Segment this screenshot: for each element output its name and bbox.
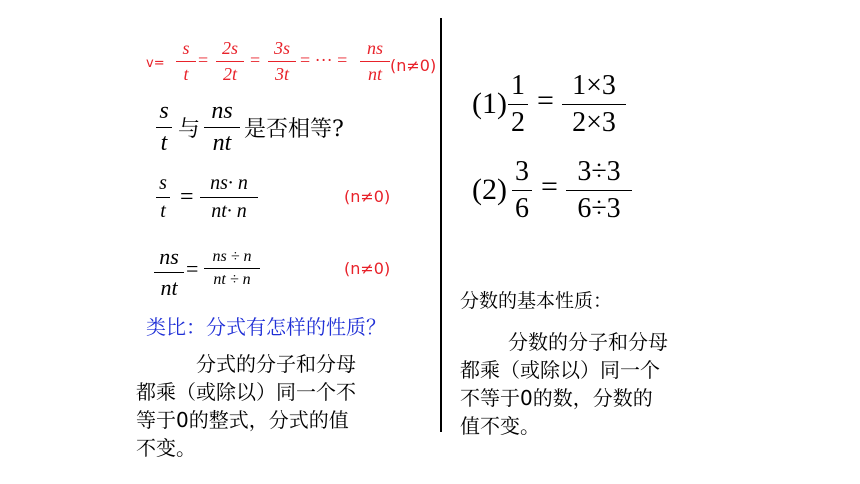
fraction-numerator: 3÷3 xyxy=(577,156,621,187)
fraction-denominator: 2×3 xyxy=(572,107,616,138)
property-line: 不等于0的数，分数的 xyxy=(460,386,653,410)
velocity-fraction-n xyxy=(360,38,390,85)
fraction-denominator: t xyxy=(183,64,189,84)
fraction-denominator: 6÷3 xyxy=(577,193,621,224)
fraction-denominator: t xyxy=(160,200,166,222)
property-line: 不变。 xyxy=(136,436,196,460)
fraction-denominator: 6 xyxy=(515,193,529,224)
multiply-condition: (n≠0) xyxy=(344,187,391,206)
fraction-numerator: 2s xyxy=(221,38,238,58)
question-connector: 与 xyxy=(178,117,201,142)
example-1-left-fraction xyxy=(508,70,528,139)
basic-property-title: 分数的基本性质： xyxy=(460,290,613,312)
question-suffix: 是否相等? xyxy=(244,117,344,142)
fraction-denominator: nt xyxy=(212,130,232,156)
fraction-numerator: 3 xyxy=(515,156,529,187)
question-fraction-ns-nt xyxy=(204,98,240,157)
property-line: 分式的分子和分母 xyxy=(196,352,356,376)
fraction-numerator: s xyxy=(159,98,169,124)
fraction-property-text xyxy=(136,350,436,462)
property-line: 等于0的整式，分式的值 xyxy=(136,408,349,432)
divide-left-fraction xyxy=(154,244,184,301)
multiply-left-fraction xyxy=(156,172,170,223)
question-fraction-s-t xyxy=(156,98,172,157)
example-1-label: (1) xyxy=(472,87,507,120)
fraction-numerator: ns xyxy=(159,244,179,269)
fraction-denominator: nt· n xyxy=(211,200,247,222)
fraction-numerator: s xyxy=(182,38,190,58)
fraction-denominator: nt xyxy=(367,64,382,84)
velocity-prefix: v= xyxy=(146,56,165,71)
fraction-numerator: 1×3 xyxy=(572,70,616,101)
fraction-numerator: ns xyxy=(211,98,233,124)
velocity-fraction-2 xyxy=(216,38,244,85)
fraction-numerator: s xyxy=(159,172,167,194)
fraction-numerator: ns xyxy=(366,38,383,58)
multiply-right-fraction xyxy=(200,172,258,223)
ellipsis-equals: = ··· = xyxy=(300,50,348,70)
fraction-denominator: nt xyxy=(160,275,178,300)
property-line: 都乘（或除以）同一个不 xyxy=(136,380,356,404)
fraction-denominator: nt ÷ n xyxy=(213,271,251,288)
example-1-right-fraction xyxy=(562,70,626,139)
number-property-text xyxy=(460,328,720,440)
fraction-denominator: t xyxy=(160,130,168,156)
fraction-denominator: 2 xyxy=(511,107,525,138)
velocity-fraction-1 xyxy=(176,38,196,85)
example-2-right-fraction xyxy=(566,156,632,225)
example-2-left-fraction xyxy=(512,156,532,225)
property-line: 分数的分子和分母 xyxy=(508,330,668,354)
fraction-denominator: 2t xyxy=(222,64,237,84)
example-2-label: (2) xyxy=(472,173,507,206)
column-divider xyxy=(440,18,442,432)
velocity-condition: (n≠0) xyxy=(390,56,437,75)
fraction-denominator: 3t xyxy=(274,64,289,84)
analogy-question: 类比：分式有怎样的性质？ xyxy=(146,315,386,339)
divide-right-fraction xyxy=(204,248,260,289)
fraction-numerator: 3s xyxy=(273,38,290,58)
fraction-numerator: ns ÷ n xyxy=(212,248,252,265)
divide-condition: (n≠0) xyxy=(344,259,391,278)
property-line: 值不变。 xyxy=(460,414,540,438)
fraction-numerator: ns· n xyxy=(210,172,248,194)
fraction-numerator: 1 xyxy=(511,70,525,101)
velocity-fraction-3 xyxy=(268,38,296,85)
property-line: 都乘（或除以）同一个 xyxy=(460,358,660,382)
